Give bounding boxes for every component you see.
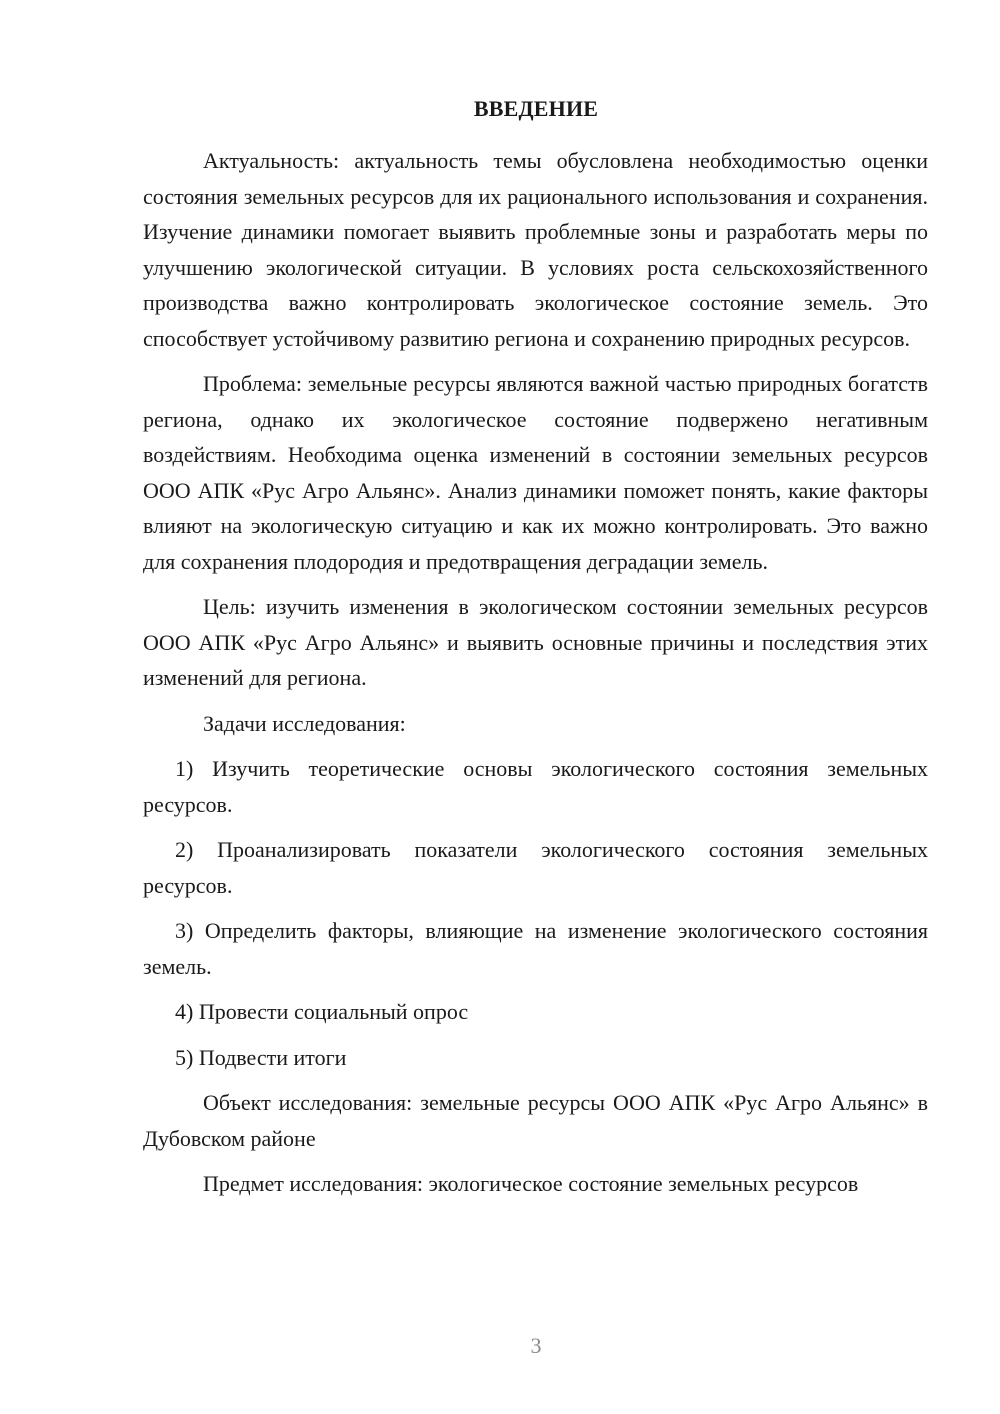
tasks-intro: Задачи исследования:	[203, 710, 406, 736]
tasks-list	[143, 751, 928, 1075]
task-number: 5)	[175, 1044, 194, 1070]
list-item	[143, 1040, 928, 1076]
subject-paragraph: Предмет исследования: экологическое состояние земельных ресурсов	[203, 1171, 859, 1196]
task-text: Провести социальный опрос	[198, 999, 469, 1024]
list-item	[143, 832, 928, 903]
object-paragraph: Объект исследования: земельные ресурсы ООО АПК «Рус Агро Альянс» в Дубовском районе	[143, 1090, 928, 1151]
task-text: Подвести итоги	[198, 1044, 347, 1070]
page-number: 3	[530, 1333, 542, 1358]
list-item	[143, 913, 928, 984]
list-item	[143, 994, 928, 1030]
section-heading: ВВЕДЕНИЕ	[473, 96, 599, 121]
task-text: Изучить теоретические основы экологического состояния земельных ресурсов.	[143, 756, 929, 817]
task-number: 3)	[175, 918, 194, 943]
problem-paragraph: Проблема: земельные ресурсы являются важной частью природных богатств региона, однако их экологическое состояние подвержено негативным воздействиям. Необходима оценка изменений в состоянии земельных ресурсов ООО АПК «Рус Агро Альянс». Анализ динамики поможет понять, какие факторы влияют на экологическую ситуацию и как их можно контролировать. Это важно для сохранения плодородия и предотвращения деградации земель.	[143, 371, 928, 574]
list-item	[143, 751, 928, 822]
task-number: 2)	[175, 837, 194, 862]
task-text: Определить факторы, влияющие на изменение экологического состояния земель.	[143, 918, 928, 979]
task-number: 4)	[175, 999, 194, 1024]
document-body	[143, 143, 928, 1212]
task-text: Проанализировать показатели экологического состояния земельных ресурсов.	[143, 837, 928, 898]
relevance-paragraph: Актуальность: актуальность темы обусловлена необходимостью оценки состояния земельных ресурсов для их рационального использования и сохранения. Изучение динамики помогает выявить проблемные зоны и разработать меры по улучшению экологической ситуации. В условиях роста сельскохозяйственного производства важно контролировать экологическое состояние земель. Это способствует устойчивому развитию региона и сохранению природных ресурсов.	[143, 148, 928, 351]
goal-paragraph: Цель: изучить изменения в экологическом состоянии земельных ресурсов ООО АПК «Рус Агро Альянс» и выявить основные причины и последствия этих изменений для региона.	[143, 594, 928, 690]
task-number: 1)	[175, 756, 194, 781]
